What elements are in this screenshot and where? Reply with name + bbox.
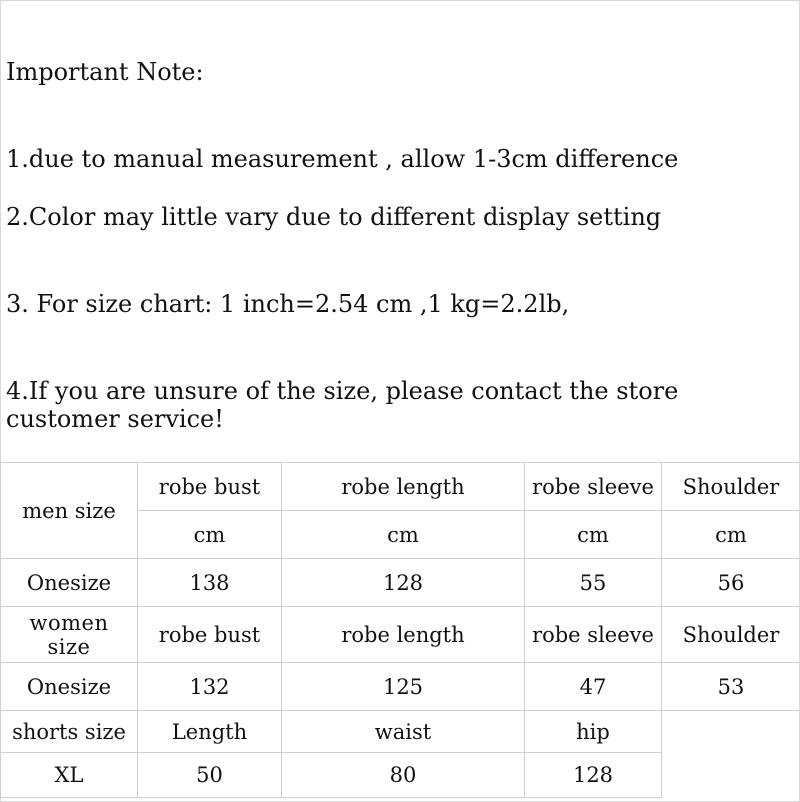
shorts-size-label: shorts size bbox=[1, 711, 138, 753]
value-cell: 128 bbox=[525, 753, 662, 798]
unit-cell: cm bbox=[662, 511, 800, 559]
unit-cell: cm bbox=[282, 511, 525, 559]
header-cell: robe sleeve bbox=[525, 463, 662, 511]
value-cell: 53 bbox=[662, 663, 800, 711]
size-chart-table bbox=[0, 462, 800, 798]
note-item-3: 3. For size chart: 1 inch=2.54 cm ,1 kg=2.2lb, bbox=[6, 290, 570, 318]
size-cell: XL bbox=[1, 753, 138, 798]
value-cell: 128 bbox=[282, 559, 525, 607]
value-cell: 50 bbox=[138, 753, 282, 798]
size-cell: Onesize bbox=[1, 559, 138, 607]
header-cell: robe bust bbox=[138, 607, 282, 663]
value-cell: 47 bbox=[525, 663, 662, 711]
women-onesize-row bbox=[1, 663, 800, 711]
women-header-row bbox=[1, 607, 800, 663]
value-cell: 132 bbox=[138, 663, 282, 711]
value-cell: 138 bbox=[138, 559, 282, 607]
header-cell: robe length bbox=[282, 463, 525, 511]
header-cell: robe bust bbox=[138, 463, 282, 511]
header-cell: Shoulder bbox=[662, 463, 800, 511]
unit-cell: cm bbox=[138, 511, 282, 559]
shorts-header-row bbox=[1, 711, 800, 753]
size-cell: Onesize bbox=[1, 663, 138, 711]
notes-heading: Important Note: bbox=[6, 58, 204, 86]
header-cell: robe sleeve bbox=[525, 607, 662, 663]
header-cell: Shoulder bbox=[662, 607, 800, 663]
men-onesize-row bbox=[1, 559, 800, 607]
header-cell: hip bbox=[525, 711, 662, 753]
men-header-row bbox=[1, 463, 800, 511]
value-cell: 55 bbox=[525, 559, 662, 607]
value-cell: 125 bbox=[282, 663, 525, 711]
note-item-2: 2.Color may little vary due to different display setting bbox=[6, 203, 662, 231]
header-cell: Length bbox=[138, 711, 282, 753]
empty-cell bbox=[662, 711, 800, 798]
header-cell: robe length bbox=[282, 607, 525, 663]
unit-cell: cm bbox=[525, 511, 662, 559]
header-cell: waist bbox=[282, 711, 525, 753]
note-item-1: 1.due to manual measurement , allow 1-3cm difference bbox=[6, 145, 679, 173]
note-item-4: 4.If you are unsure of the size, please contact the store customer service! bbox=[6, 377, 679, 433]
value-cell: 80 bbox=[282, 753, 525, 798]
men-size-label: men size bbox=[1, 463, 138, 559]
women-size-label: women size bbox=[1, 607, 138, 663]
value-cell: 56 bbox=[662, 559, 800, 607]
